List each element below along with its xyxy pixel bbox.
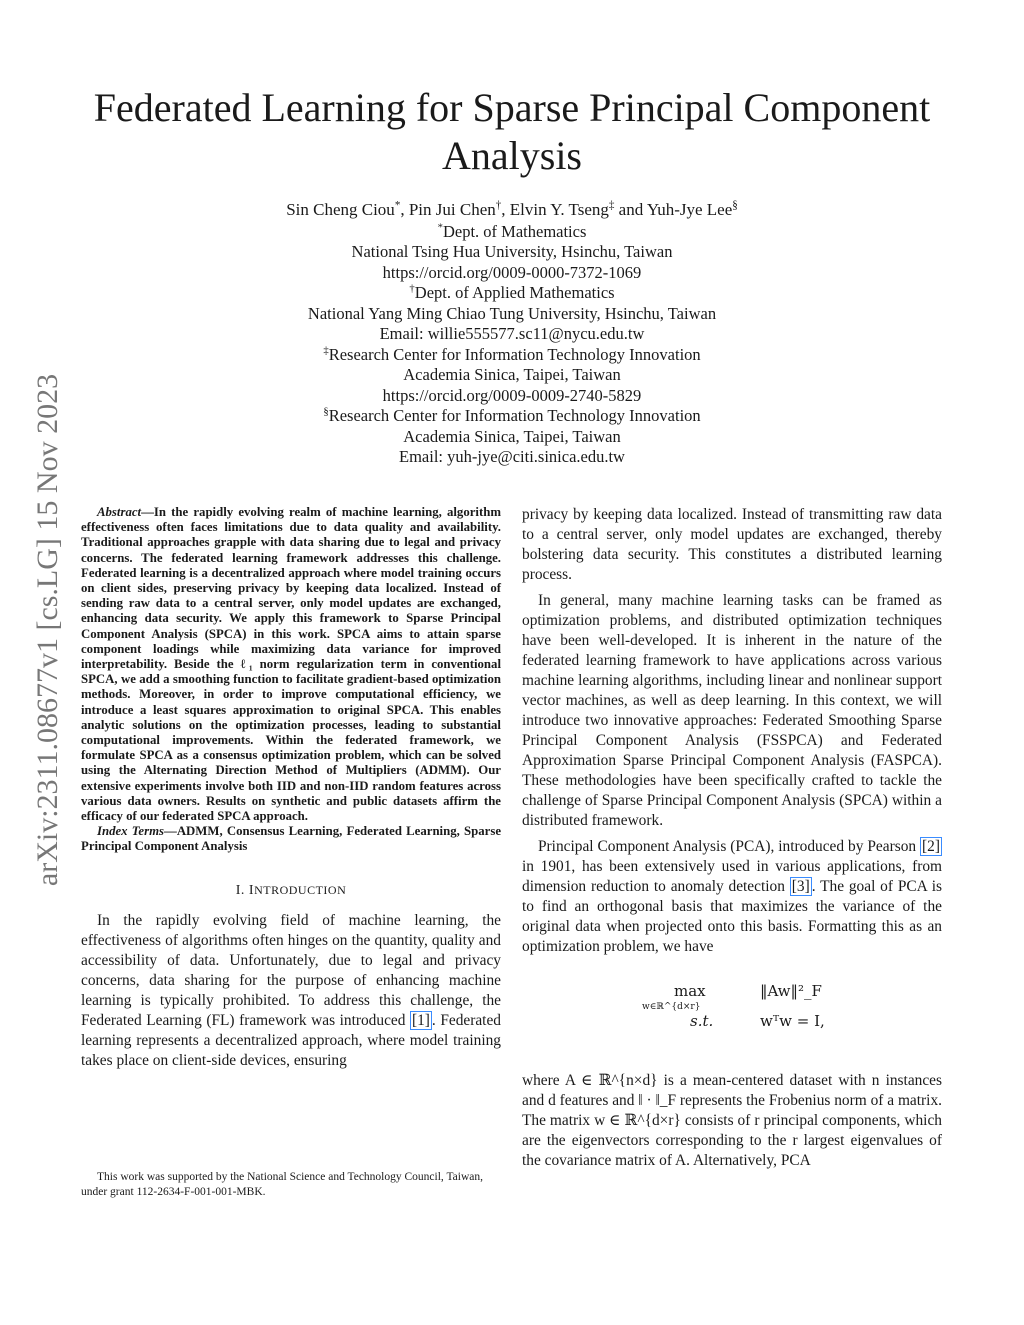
affiliation-2-line: National Yang Ming Chiao Tung University, Hsinchu, Taiwan — [307, 303, 717, 323]
affiliation-3: ‡Research Center for Information Technology Innovation — [323, 344, 701, 364]
affiliation-3-line: Academia Sinica, Taipei, Taiwan — [403, 365, 621, 384]
abstract-label: Abstract — [97, 505, 142, 519]
author-4: Yuh-Jye Lee — [646, 200, 733, 219]
left-column — [81, 505, 501, 1077]
citation-3-link[interactable]: [3] — [791, 878, 810, 895]
right-paragraph-3: where A ∈ ℝ^{n×d} is a mean-centered dataset with n instances and d features and ‖ · ‖_F represents the Frobenius norm of a matrix. The matrix w ∈ ℝ^{d×r} consists of r principal components, which are the eigenvectors corresponding to the r largest eigenvalues of the covariance matrix of A. Alternatively, PCA — [522, 1072, 942, 1169]
pca-equation — [522, 981, 942, 1051]
section-heading-introduction — [81, 880, 501, 901]
intro-paragraph-1: In the rapidly evolving field of machine learning, the effectiveness of algorithms often hinges on the quantity, quality and accessibility of data. Unfortunately, due to legal and privacy concerns, data sharing for the purpose of enhancing machine learning is typically prohibited. To address this challenge, the Federated Learning (FL) framework was introduced [1] . Federated learning represents a decentralized approach, where model training takes place on client-side devices, ensuring — [81, 911, 501, 1069]
author-1-mark: * — [394, 199, 401, 212]
eq-max-subscript: w∈ℝ^{d×r} — [642, 1002, 701, 1012]
author-4-mark: § — [732, 199, 738, 212]
affiliation-3-orcid[interactable]: https://orcid.org/0009-0009-2740-5829 — [382, 385, 642, 405]
author-2: Pin Jui Chen — [408, 200, 496, 219]
affiliation-4: §Research Center for Information Technology Innovation — [323, 405, 701, 425]
citation-2-link[interactable]: [2] — [922, 838, 940, 855]
right-paragraph-0: privacy by keeping data localized. Instead of transmitting raw data to a central server, only model updates are exchanged, thereby bolstering data security. This constitutes a distributed learning process. — [522, 506, 942, 583]
right-paragraph-1: In general, many machine learning tasks can be framed as optimization problems, and distributed optimization techniques have been well-developed. It is inherent in the nature of the federated learning framework to have applications across various machine learning algorithms, including linear and nonlinear support vector machines, as well as deep learning. In this context, we will introduce two innovative approaches: Federated Smoothing Sparse Principal Component Analysis (FSSPCA) and Federated Approximation Sparse Principal Component Analysis (FASPCA). These methodologies have been specifically crafted to tackle the challenge of Sparse Principal Component Analysis (SPCA) within a distributed framework. — [522, 592, 942, 829]
abstract-text: —In the rapidly evolving realm of machine learning, algorithm effectiveness often faces limitations due to data quality and availability. Traditional approaches grapple with data sharing due to legal and privacy concerns. The federated learning framework addresses this challenge. Federated learning is a decentralized approach where model training occurs on client sides, preserving privacy by keeping data localized. Instead of sending raw data to a central server, only model updates are exchanged, enhancing data security. We apply this framework to Sparse Principal Component Analysis (SPCA) in this work. SPCA aims to attain sparse component loadings while maximizing data variance for improved interpretability. Beside the ℓ₁ norm regularization term in conventional SPCA, we add a smoothing function to facilitate gradient-based optimization methods. Moreover, in order to improve computational efficiency, we introduce a least squares approximation to original SPCA. This enables analytic solutions on the optimization processes, leading to substantial computational improvements. Within the federated framework, we formulate SPCA as a consensus optimization problem, which can be solved using the Alternating Direction Method of Multipliers (ADMM). Our extensive experiments involve both IID and non-IID random features across various data owners. Results on synthetic and public datasets affirm the efficacy of our federated SPCA approach. — [81, 505, 501, 824]
affiliation-4-email[interactable]: Email: yuh-jye@citi.sinica.edu.tw — [399, 447, 625, 466]
footnote: This work was supported by the National Science and Technology Council, Taiwan, under grant 112-2634-F-001-001-MBK. — [81, 1171, 484, 1198]
index-terms-text: —ADMM, Consensus Learning, Federated Learning, Sparse Principal Component Analysis — [81, 824, 501, 854]
author-2-mark: † — [495, 199, 502, 212]
index-terms — [81, 824, 501, 854]
affiliation-4-line: Academia Sinica, Taipei, Taiwan — [403, 426, 621, 446]
affiliation-1: *Dept. of Mathematics — [437, 221, 587, 241]
eq-max: max — [674, 982, 706, 1000]
right-paragraph-2: Principal Component Analysis (PCA), introduced by Pearson [2] in 1901, has been extensively used in various applications, from dimension reduction to anomaly detection [3] . The goal of PCA is to find an orthogonal basis that maximizes the variance of the original data when projected onto this basis. Formatting this as an optimization problem, we have — [522, 838, 942, 955]
eq-constraint: wᵀw = I, — [760, 1012, 825, 1030]
paper-title: Federated Learning for Sparse Principal Component Analysis — [93, 85, 931, 178]
author-and: and — [618, 200, 644, 219]
author-names: Sin Cheng Ciou*, Pin Jui Chen†, Elvin Y. Tseng‡ and Yuh-Jye Lee§ — [286, 199, 738, 219]
affiliation-2-email[interactable]: Email: willie555577.sc11@nycu.edu.tw — [379, 324, 645, 343]
section-title-initial: I — [248, 882, 255, 898]
arxiv-identifier: arXiv:2311.08677v1 [cs.LG] 15 Nov 2023 — [31, 373, 64, 887]
right-column — [522, 505, 942, 1177]
author-1: Sin Cheng Ciou — [286, 200, 395, 219]
author-3: Elvin Y. Tseng — [509, 200, 609, 219]
author-block — [60, 200, 964, 468]
affiliation-1-orcid[interactable]: https://orcid.org/0009-0000-7372-1069 — [382, 262, 642, 282]
affiliation-2: †Dept. of Applied Mathematics — [409, 282, 615, 302]
eq-subject-to: s.t. — [690, 1012, 714, 1030]
affiliation-1-line: National Tsing Hua University, Hsinchu, Taiwan — [351, 242, 673, 261]
section-title-rest: NTRODUCTION — [254, 882, 347, 897]
abstract — [81, 505, 501, 824]
author-3-mark: ‡ — [608, 199, 615, 212]
section-number: I. — [235, 882, 245, 898]
citation-1-link[interactable]: [1] — [411, 1011, 430, 1029]
eq-objective: ‖Aw‖²_F — [760, 982, 822, 1000]
index-terms-label: Index Terms — [97, 824, 165, 839]
